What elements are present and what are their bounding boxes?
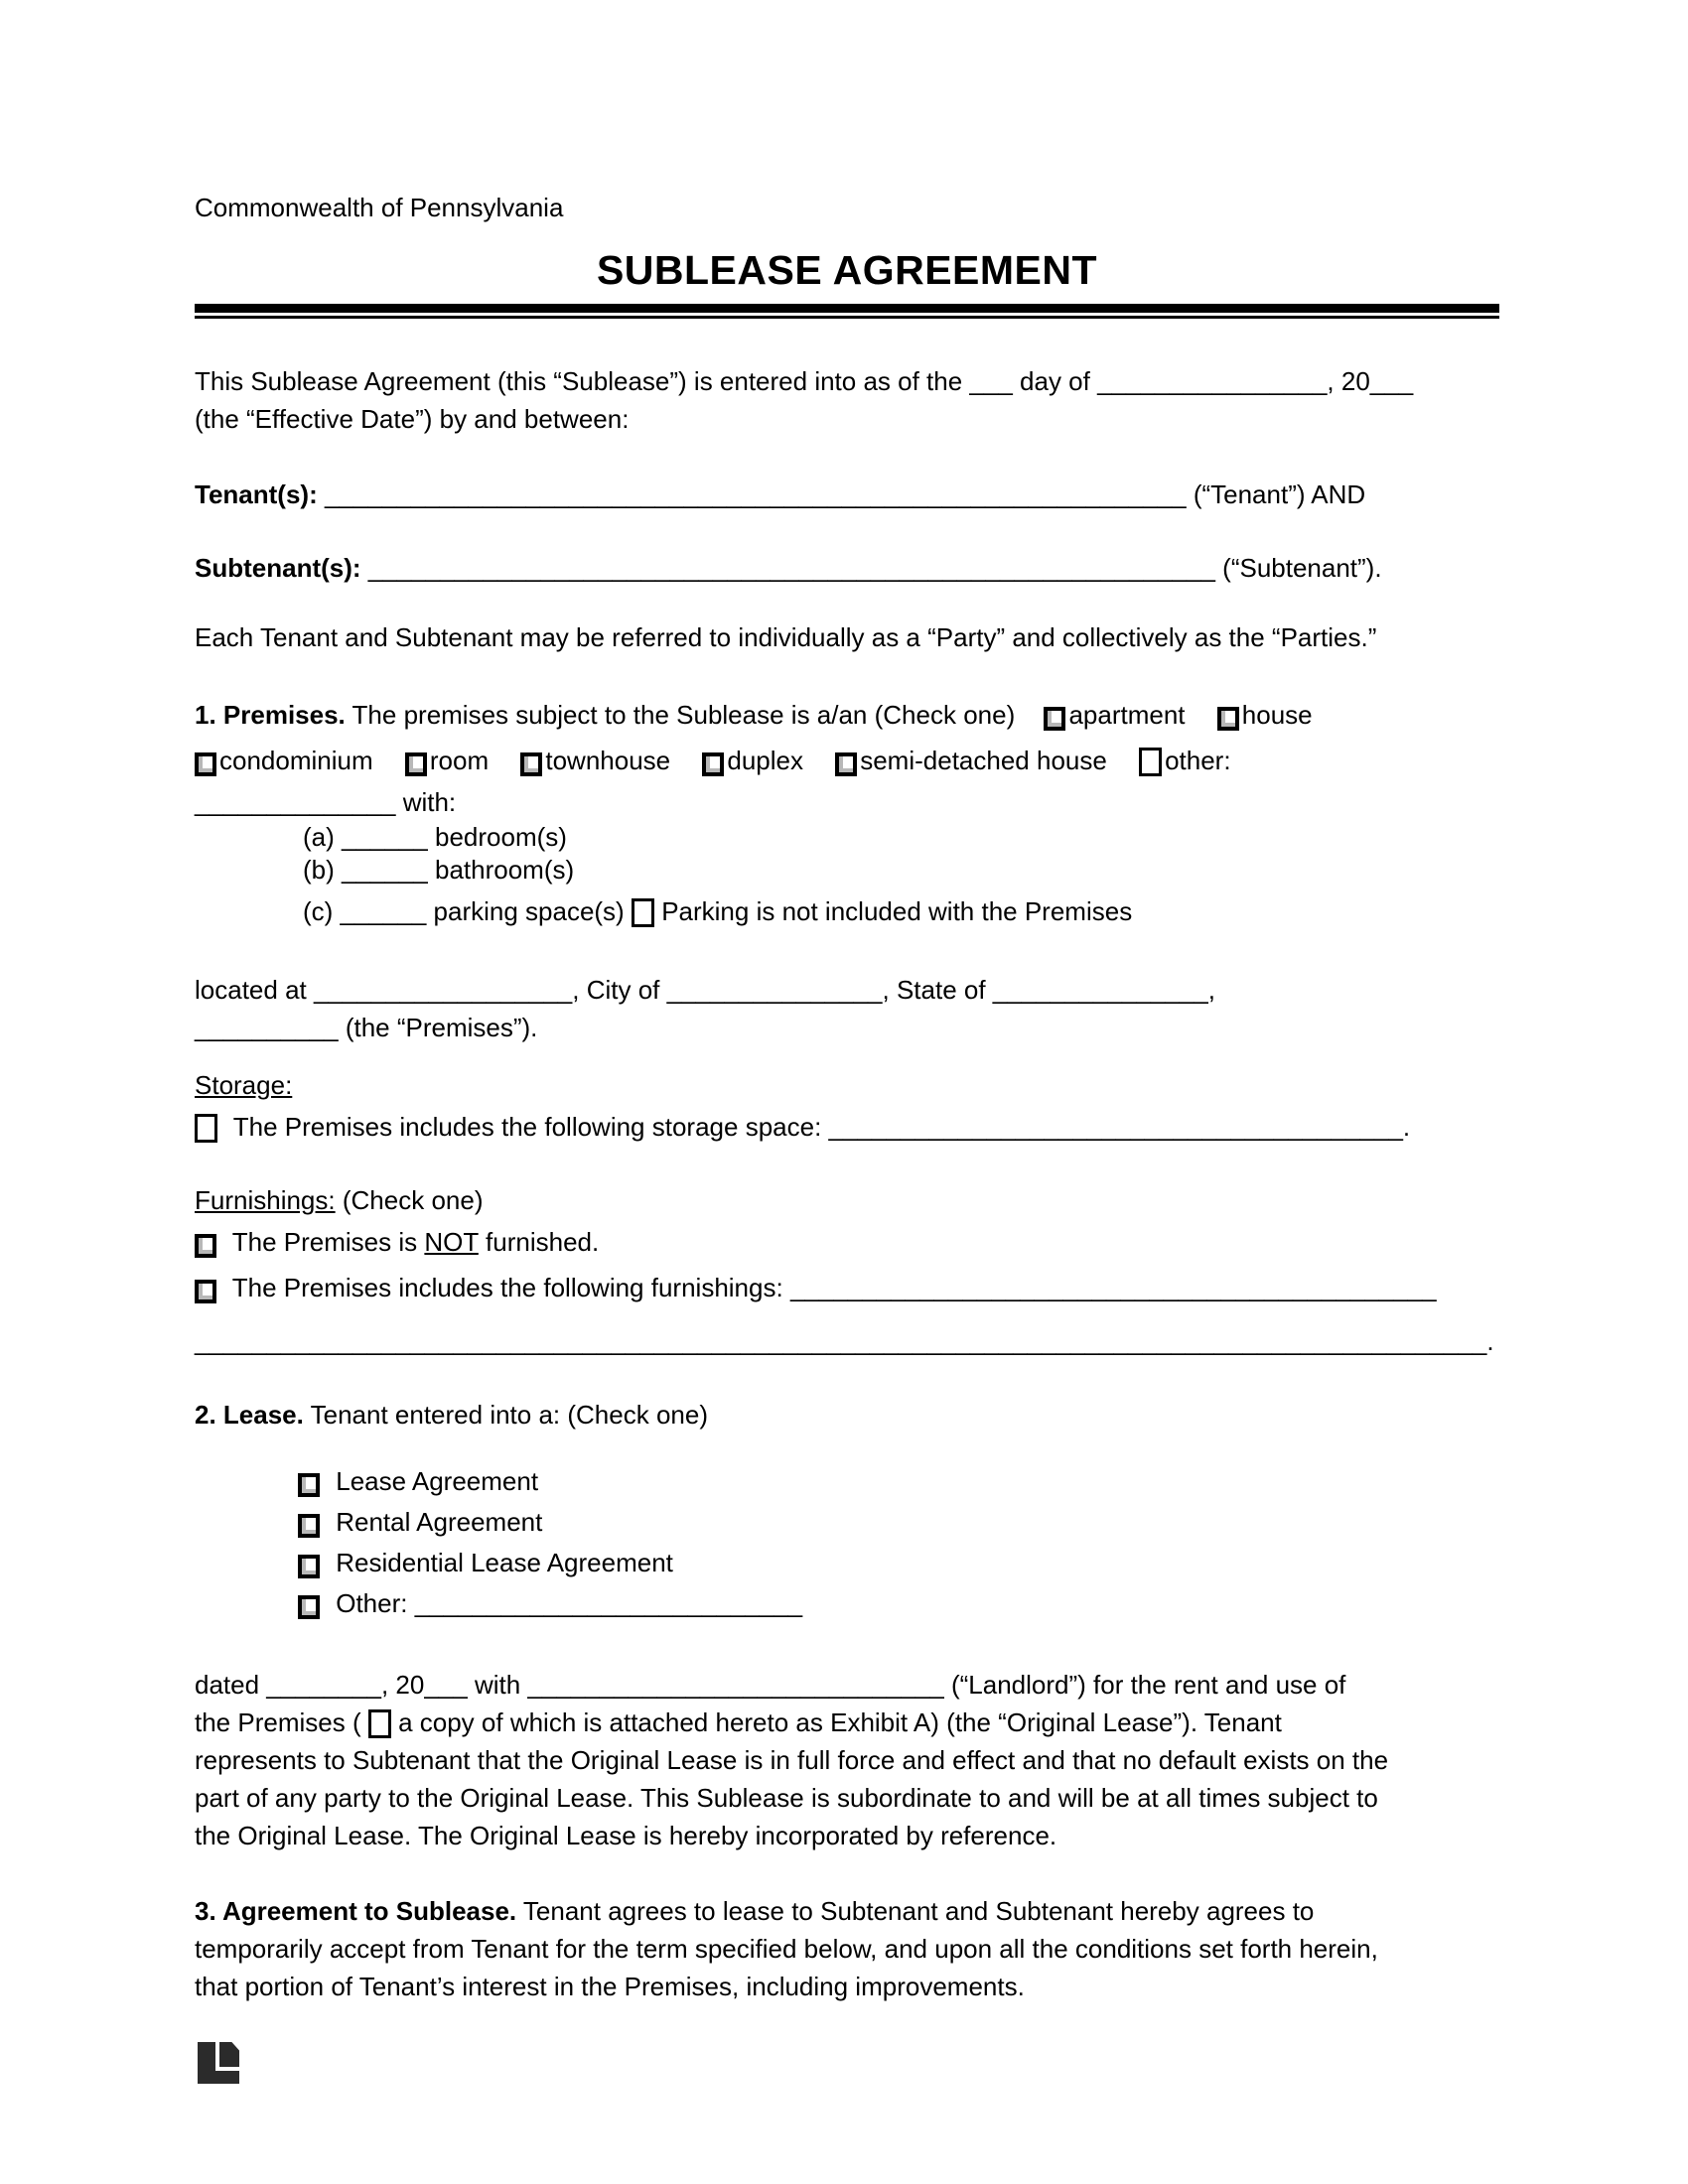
bedrooms-line: (a) ______ bedroom(s) [303, 822, 567, 852]
state-line: Commonwealth of Pennsylvania [195, 193, 564, 222]
premises-details-list [303, 821, 1499, 931]
checkbox-lease-other[interactable] [298, 1595, 320, 1619]
furnishings-option-1-post: furnished. [486, 1227, 600, 1257]
option-house [1217, 700, 1313, 730]
title-rule-thick [195, 304, 1499, 313]
checkbox-house[interactable] [1217, 707, 1239, 731]
other-type-blank: ______________ [195, 787, 396, 817]
checkbox-other[interactable] [1139, 748, 1162, 776]
with-label: with: [402, 787, 457, 817]
storage-blank: ________________________________________. [828, 1112, 1411, 1142]
checkbox-room[interactable] [405, 752, 427, 776]
furnishings-option-1 [195, 1219, 1499, 1265]
parking-line [303, 891, 1499, 931]
page-title: SUBLEASE AGREEMENT [596, 247, 1098, 293]
furnishings-heading-label: Furnishings: [195, 1185, 336, 1215]
intro-line: This Sublease Agreement (this “Sublease”) is entered into as of the ___ day of ________________, 20___ [195, 366, 1414, 396]
section-2-heading-line [195, 1396, 1499, 1433]
option-label: apartment [1068, 700, 1186, 730]
checkbox-exhibit-a[interactable] [368, 1709, 391, 1738]
checkbox-parking-not-included[interactable] [632, 898, 654, 927]
lease-para-line: part of any party to the Original Lease. This Sublease is subordinate to and will be at all times subject to [195, 1783, 1378, 1813]
option-label: house [1241, 700, 1313, 730]
section-3-heading: 3. Agreement to Sublease. [195, 1896, 517, 1926]
storage-heading [195, 1066, 1499, 1104]
checkbox-rental-agreement[interactable] [298, 1514, 320, 1538]
intro-line: (the “Effective Date”) by and between: [195, 404, 630, 434]
checkbox-includes-furnishings[interactable] [195, 1280, 216, 1303]
tenant-name-blank: ____________________________________________________________ [324, 479, 1187, 509]
premises-type-row-1 [195, 692, 1499, 738]
furnishings-continuation-blank: __________________________________________________________________________________________. [195, 1326, 1494, 1356]
original-lease-paragraph [195, 1666, 1499, 1854]
tenant-suffix: (“Tenant”) AND [1193, 479, 1366, 509]
legal-templates-logo [198, 2042, 239, 2084]
subtenant-name-blank: ___________________________________________________________ [367, 553, 1215, 583]
furnishings-option-1-pre: The Premises is [231, 1227, 418, 1257]
lease-option-residential-lease-agreement [298, 1543, 1499, 1583]
option-label: other: [1165, 746, 1231, 775]
section-3-agreement [195, 1892, 1499, 2005]
section-3-line: that portion of Tenant’s interest in the Premises, including improvements. [195, 1972, 1025, 2001]
premises-type-row-2 [195, 738, 1499, 783]
exhibit-line-post: a copy of which is attached hereto as Exhibit A) (the “Original Lease”). Tenant [398, 1707, 1282, 1737]
parties-note: Each Tenant and Subtenant may be referred to individually as a “Party” and collectively as the “Parties.” [195, 622, 1377, 652]
exhibit-line [195, 1704, 1499, 1741]
section-3-line: temporarily accept from Tenant for the term specified below, and upon all the conditions set forth herein, [195, 1934, 1378, 1964]
checkbox-semi-detached-house[interactable] [835, 752, 857, 776]
option-label: semi-detached house [860, 746, 1107, 775]
located-paragraph [195, 971, 1499, 1046]
lease-other-blank: ___________________________ [414, 1588, 803, 1618]
subtenant-label: Subtenant(s): [195, 553, 361, 583]
subtenant-suffix: (“Subtenant”). [1222, 553, 1382, 583]
logo-bottom-bar [198, 2071, 239, 2084]
option-label: duplex [727, 746, 803, 775]
option-other [1139, 746, 1231, 775]
checkbox-storage-space[interactable] [195, 1114, 217, 1143]
section-3-line-1 [195, 1892, 1499, 1930]
lease-option-label: Other: [336, 1588, 408, 1618]
furnishings-heading-suffix: (Check one) [342, 1185, 484, 1215]
title-rule-thin [195, 316, 1499, 319]
subtenant-line [195, 549, 1499, 587]
option-townhouse [520, 746, 670, 775]
tenant-label: Tenant(s): [195, 479, 318, 509]
furnishings-option-2 [195, 1265, 1499, 1310]
checkbox-residential-lease-agreement[interactable] [298, 1555, 320, 1578]
option-apartment [1044, 700, 1185, 730]
lease-option-label: Residential Lease Agreement [336, 1548, 673, 1577]
lease-para-line: the Original Lease. The Original Lease is hereby incorporated by reference. [195, 1821, 1057, 1850]
furnishings-blank: _____________________________________________ [789, 1273, 1437, 1302]
option-label: townhouse [545, 746, 671, 775]
section-3-text: Tenant agrees to lease to Subtenant and Subtenant hereby agrees to [522, 1896, 1315, 1926]
checkbox-townhouse[interactable] [520, 752, 542, 776]
option-label: condominium [219, 746, 373, 775]
located-line: located at __________________, City of _______________, State of _______________, [195, 975, 1215, 1005]
premises-other-line [195, 783, 1499, 821]
title-rule [195, 304, 1499, 319]
lease-option-lease-agreement [298, 1461, 1499, 1502]
lease-para-line: represents to Subtenant that the Original Lease is in full force and effect and that no default exists on the [195, 1745, 1389, 1775]
option-semi-detached-house [835, 746, 1107, 775]
storage-heading-label: Storage: [195, 1070, 293, 1100]
logo-page-icon [219, 2042, 239, 2067]
checkbox-not-furnished[interactable] [195, 1234, 216, 1258]
checkbox-duplex[interactable] [702, 752, 724, 776]
option-room [405, 746, 489, 775]
furnishings-not-word: NOT [424, 1227, 479, 1257]
tenant-line [195, 476, 1499, 513]
storage-option-line [195, 1104, 1499, 1150]
lease-option-other [298, 1583, 1499, 1624]
bathrooms-line: (b) ______ bathroom(s) [303, 855, 575, 885]
section-2-heading: 2. Lease. [195, 1400, 304, 1430]
intro-paragraph [195, 362, 1499, 438]
section-1-heading: 1. Premises. [195, 700, 346, 730]
located-line: __________ (the “Premises”). [195, 1013, 538, 1042]
option-condominium [195, 746, 373, 775]
section-1-lead: The premises subject to the Sublease is a/an (Check one) [352, 700, 1016, 730]
lease-option-label: Rental Agreement [336, 1507, 543, 1537]
option-label: room [429, 746, 490, 775]
checkbox-apartment[interactable] [1044, 707, 1065, 731]
furnishings-heading [195, 1181, 1499, 1219]
parking-note: Parking is not included with the Premises [661, 896, 1133, 926]
section-1-premises [195, 692, 1499, 1046]
lease-option-rental-agreement [298, 1502, 1499, 1543]
section-2-lead: Tenant entered into a: (Check one) [310, 1400, 708, 1430]
lease-option-label: Lease Agreement [336, 1466, 539, 1496]
parking-spaces-text: (c) ______ parking space(s) [303, 896, 625, 926]
checkbox-lease-agreement[interactable] [298, 1473, 320, 1497]
furnishings-option-2-text: The Premises includes the following furnishings: [231, 1273, 783, 1302]
lease-type-list [298, 1461, 1499, 1624]
checkbox-condominium[interactable] [195, 752, 216, 776]
exhibit-line-pre: the Premises ( [195, 1707, 361, 1737]
option-duplex [702, 746, 803, 775]
dated-line: dated ________, 20___ with _____________________________ (“Landlord”) for the rent and use of [195, 1670, 1346, 1700]
storage-option-text: The Premises includes the following storage space: [232, 1112, 822, 1142]
